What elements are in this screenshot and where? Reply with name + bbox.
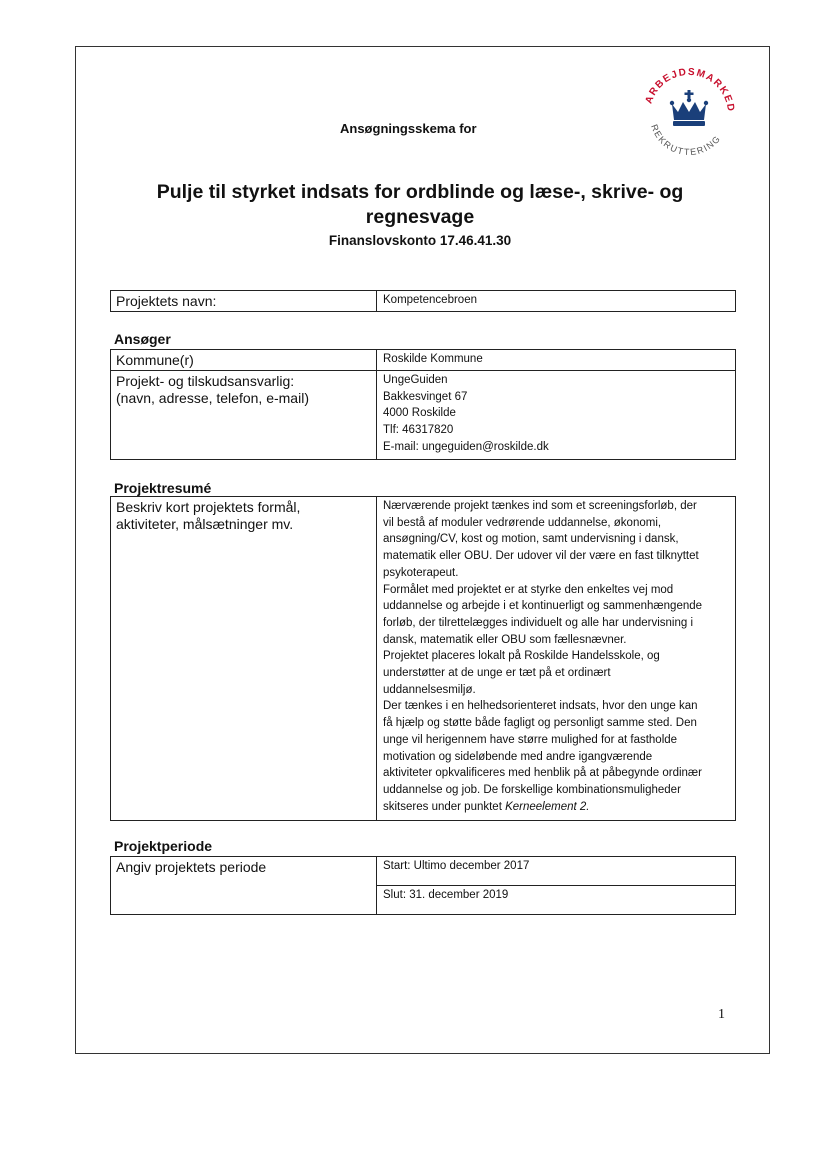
responsible-value	[377, 371, 736, 460]
summary-line: uddannelse og arbejde i et kontinuerligt og sammenhængende	[383, 600, 703, 613]
project-name-label: Projektets navn:	[111, 291, 377, 312]
finanslovskonto: Finanslovskonto 17.46.41.30	[328, 233, 512, 248]
summary-heading: Projektresumé	[114, 480, 212, 496]
municipality-label: Kommune(r)	[111, 350, 377, 371]
summary-line: uddannelsesmiljø.	[383, 683, 476, 696]
period-heading: Projektperiode	[114, 838, 213, 854]
summary-line: Formålet med projektet er at styrke den enkeltes vej mod	[383, 583, 674, 596]
svg-text:ARBEJDSMARKED: ARBEJDSMARKED	[643, 66, 737, 114]
period-end: Slut: 31. december 2019	[377, 886, 736, 915]
kerneelement-reference: Kerneelement 2.	[505, 800, 590, 813]
applicant-heading: Ansøger	[114, 331, 171, 347]
summary-line: vil bestå af moduler vedrørende uddannelse, økonomi,	[383, 516, 662, 529]
summary-line: motivation og sideløbende med andre igangværende	[383, 750, 653, 763]
summary-line: ansøgning/CV, kost og motion, samt undervisning i dansk,	[383, 533, 679, 546]
summary-last-line-prefix: skitseres under punktet	[383, 800, 506, 813]
summary-text	[377, 497, 736, 821]
page-title: Pulje til styrket indsats for ordblinde og læse-, skrive- og regnesvage	[156, 181, 684, 228]
page-number: 1	[718, 1007, 725, 1022]
summary-line: aktiviteter opkvalificeres med henblik på at påbegynde ordinær	[383, 767, 702, 780]
responsible-label-line1: Projekt- og tilskudsansvarlig:	[116, 373, 295, 389]
period-table	[110, 856, 736, 915]
summary-line: uddannelse og job. De forskellige kombinationsmuligheder	[383, 783, 681, 796]
project-name-table	[110, 290, 736, 312]
responsible-line: E-mail: ungeguiden@roskilde.dk	[383, 440, 549, 453]
summary-line: Der tænkes i en helhedsorienteret indsats, hvor den unge kan	[383, 700, 698, 713]
applicant-table	[110, 349, 736, 460]
project-name-value: Kompetencebroen	[377, 291, 736, 312]
summary-line: understøtter at de unge er tæt på et ordinært	[383, 667, 611, 680]
responsible-line: 4000 Roskilde	[383, 407, 456, 420]
crown-icon	[670, 90, 708, 126]
summary-label	[111, 497, 377, 821]
arbejdsmarked-rekruttering-logo	[636, 60, 742, 166]
summary-line: Projektet placeres lokalt på Roskilde Handelsskole, og	[383, 650, 660, 663]
responsible-line: Bakkesvinget 67	[383, 390, 468, 403]
form-label: Ansøgningsskema for	[340, 121, 477, 136]
summary-line: dansk, matematik eller OBU som fællesnævner.	[383, 633, 627, 646]
summary-line: få hjælp og støtte både fagligt og personligt samme sted. Den	[383, 717, 697, 730]
summary-table	[110, 496, 736, 821]
summary-line: matematik eller OBU. Der udover vil der være en fast tilknyttet	[383, 550, 699, 563]
summary-label-line1: Beskriv kort projektets formål,	[116, 499, 301, 515]
summary-line: unge vil herigennem have større mulighed for at fastholde	[383, 733, 678, 746]
summary-label-line2: aktiviteter, målsætninger mv.	[116, 516, 294, 532]
summary-line: Nærværende projekt tænkes ind som et screeningsforløb, der	[383, 500, 697, 512]
svg-text:REKRUTTERING: REKRUTTERING	[649, 122, 723, 158]
period-label: Angiv projektets periode	[111, 857, 377, 915]
municipality-value: Roskilde Kommune	[377, 350, 736, 371]
summary-line: psykoterapeut.	[383, 566, 459, 579]
responsible-line: Tlf: 46317820	[383, 424, 454, 437]
summary-last-line	[383, 799, 731, 816]
period-start: Start: Ultimo december 2017	[377, 857, 736, 886]
summary-line: forløb, der tilrettelægges individuelt og alle har undervisning i	[383, 616, 694, 629]
responsible-label	[111, 371, 377, 460]
responsible-line: UngeGuiden	[383, 374, 448, 386]
responsible-label-line2: (navn, adresse, telefon, e-mail)	[116, 390, 309, 406]
